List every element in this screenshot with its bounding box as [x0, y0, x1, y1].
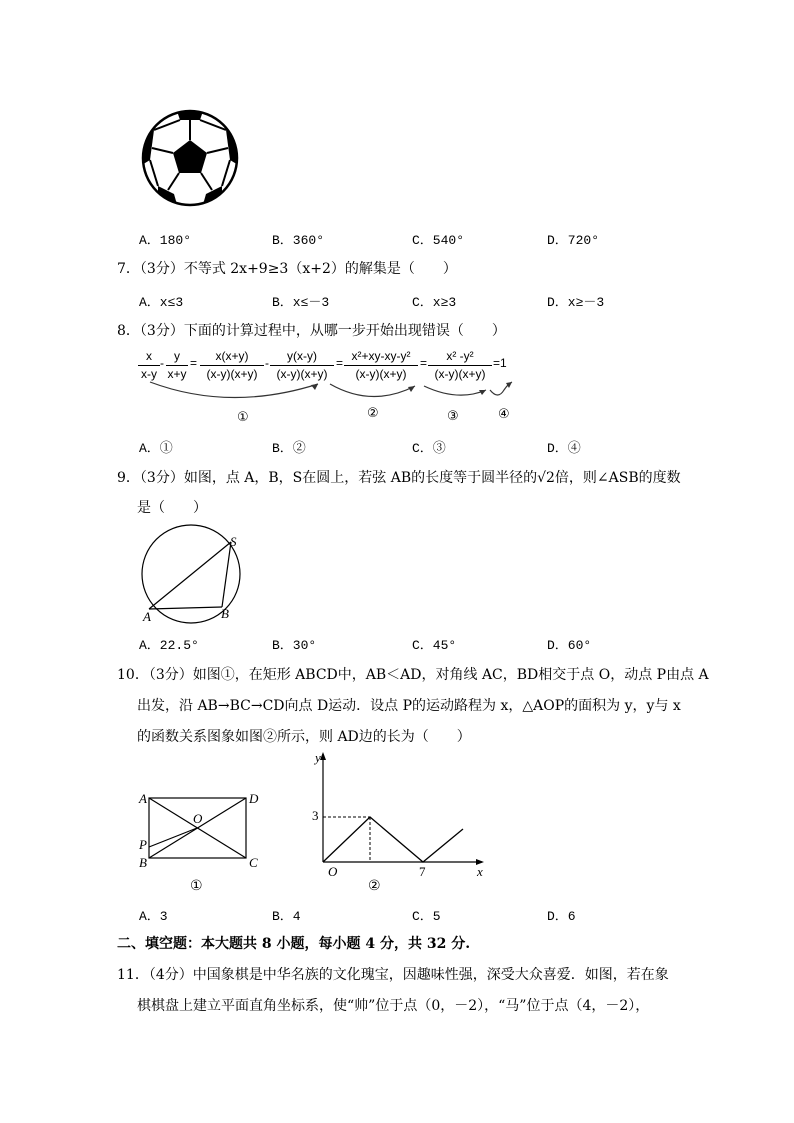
q8-op-3: -: [265, 356, 269, 370]
q10-fig1-label-a: A: [139, 791, 147, 806]
q8-option-d[interactable]: D．④: [547, 441, 581, 456]
q9-option-b[interactable]: B．30°: [272, 638, 317, 653]
q10-fig1-label-o: O: [193, 811, 203, 826]
q10-stem-line3: 的函数关系图象如图②所示，则 AD边的长为（ ）: [137, 729, 471, 745]
q10-fig1-label-b: B: [139, 855, 147, 870]
q11-line1: 11．（4分）中国象棋是中华名族的文化瑰宝，因趣味性强，深受大众喜爱．如图，若在象: [117, 967, 669, 983]
q10-option-c[interactable]: C．5: [412, 909, 441, 924]
q9-option-a[interactable]: A．22.5°: [139, 638, 199, 653]
q8-op-2: =: [190, 356, 198, 370]
q11-line2: 棋棋盘上建立平面直角坐标系，使“帅”位于点（0，－2），“马”位于点（4，－2），: [137, 998, 650, 1014]
q9-label-a: A: [143, 609, 151, 624]
q9-stem-line2: 是（ ）: [137, 500, 207, 516]
q8-fraction-1: x x-y: [138, 349, 160, 382]
q10-stem-line2: 出发，沿 AB→BC→CD向点 D运动．设点 P的运动路程为 x，△AOP的面积为 y，y与 x: [137, 698, 681, 714]
q10-option-a[interactable]: A．3: [139, 909, 168, 924]
q8-stem: 8．（3分）下面的计算过程中，从哪一步开始出现错误（ ）: [117, 323, 506, 339]
q8-option-a[interactable]: A．①: [139, 441, 173, 456]
q10-fig1-label-d: D: [249, 791, 259, 806]
q7-option-c[interactable]: C．x≥3: [412, 295, 457, 310]
q6-option-c[interactable]: C．540°: [412, 233, 465, 248]
q6-option-d[interactable]: D．720°: [547, 233, 600, 248]
q8-step-1-label: ①: [237, 409, 249, 424]
q10-fig1-caption: ①: [190, 877, 203, 893]
q7-stem: 7．（3分）不等式 2x+9≥3（x+2）的解集是（ ）: [117, 261, 457, 277]
q7-option-d[interactable]: D．x≥－3: [547, 295, 605, 310]
q8-fraction-5: x²+xy-xy-y² (x-y)(x+y): [344, 349, 418, 382]
q7-option-b[interactable]: B．x≤－3: [272, 295, 330, 310]
q8-fraction-3: x(x+y) (x-y)(x+y): [200, 349, 264, 382]
q10-option-d[interactable]: D．6: [547, 909, 576, 924]
q10-graph-y-tick-3: 3: [312, 808, 319, 823]
q10-graph-origin-label: O: [328, 864, 338, 879]
q10-graph-x-label: x: [477, 864, 483, 879]
q8-step-4-label: ④: [498, 406, 510, 421]
q8-op-5: =: [420, 356, 428, 370]
soccer-ball-figure: [140, 108, 240, 208]
section2-title: 二、填空题：本大题共 8 小题，每小题 4 分，共 32 分.: [117, 936, 471, 952]
q10-graph-y-label: y: [315, 750, 321, 765]
q8-step-2-label: ②: [367, 405, 379, 420]
q10-fig1-label-p: P: [139, 837, 147, 852]
q9-option-d[interactable]: D．60°: [547, 638, 592, 653]
q10-fig2-caption: ②: [368, 877, 381, 893]
q8-fraction-4: y(x-y) (x-y)(x+y): [270, 349, 334, 382]
q7-option-a[interactable]: A．x≤3: [139, 295, 184, 310]
q8-option-c[interactable]: C．③: [412, 441, 446, 456]
q8-fraction-6: x² -y² (x-y)(x+y): [428, 349, 492, 382]
q9-label-b: B: [221, 606, 229, 621]
q8-step-3-label: ③: [447, 408, 459, 423]
q10-graph-figure: [310, 750, 486, 870]
q8-step-arrows: [140, 378, 520, 408]
q10-option-b[interactable]: B．4: [272, 909, 301, 924]
q9-label-s: S: [230, 534, 237, 549]
q8-op-4: =: [336, 356, 344, 370]
q8-op-6: =1: [493, 356, 507, 370]
q6-option-a[interactable]: A．180°: [139, 233, 192, 248]
q10-rectangle-figure: [148, 795, 248, 861]
q8-op-1: -: [160, 356, 164, 370]
q8-fraction-2: y x+y: [167, 349, 187, 381]
q8-option-b[interactable]: B．②: [272, 441, 306, 456]
q10-stem-line1: 10．（3分）如图①，在矩形 ABCD中，AB＜AD，对角线 AC，BD相交于点 O，动点 P由点 A: [117, 667, 709, 683]
q10-fig1-label-c: C: [249, 855, 258, 870]
q9-stem-line1: 9．（3分）如图，点 A，B，S在圆上，若弦 AB的长度等于圆半径的√2倍，则∠ASB的度数: [117, 470, 681, 486]
q6-option-b[interactable]: B．360°: [272, 233, 325, 248]
q9-option-c[interactable]: C．45°: [412, 638, 457, 653]
q10-graph-x-tick-7: 7: [419, 864, 426, 879]
